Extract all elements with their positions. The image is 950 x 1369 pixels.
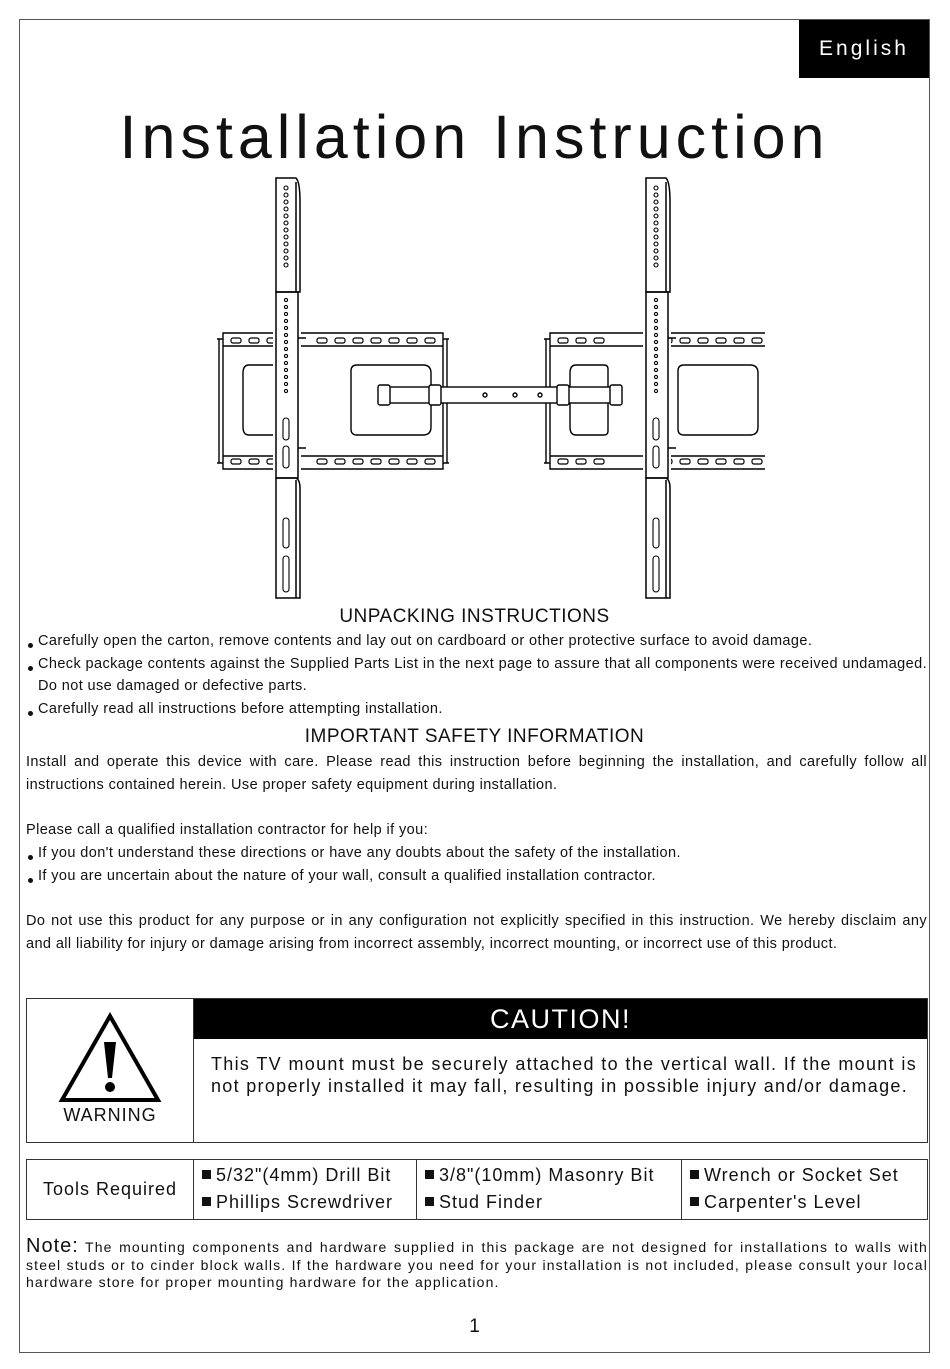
square-bullet-icon <box>425 1197 434 1206</box>
safety-heading: IMPORTANT SAFETY INFORMATION <box>304 726 645 747</box>
tool-item <box>425 1165 654 1186</box>
note-label: Note: <box>26 1235 79 1257</box>
unpacking-list <box>26 630 927 721</box>
tool-item <box>202 1192 393 1213</box>
tool-label: 3/8"(10mm) Masonry Bit <box>439 1165 655 1185</box>
warning-cell <box>27 999 194 1142</box>
square-bullet-icon <box>690 1197 699 1206</box>
tools-label: Tools Required <box>27 1160 194 1219</box>
tools-required-table <box>26 1159 928 1220</box>
safety-intro: Install and operate this device with care. Please read this instruction before beginning the installation, and carefully follow all instructions contained herein. Use proper safety equipment during installation. <box>26 754 927 793</box>
page-number: 1 <box>469 1316 480 1337</box>
tv-wall-mount-bracket-illustration <box>195 158 765 600</box>
tool-item <box>425 1192 543 1213</box>
square-bullet-icon <box>425 1170 434 1179</box>
tool-item <box>690 1192 862 1213</box>
safety-call-text: Please call a qualified installation contractor for help if you: <box>26 822 429 839</box>
safety-section <box>26 751 927 955</box>
tool-label: Phillips Screwdriver <box>216 1192 394 1212</box>
note-text: The mounting components and hardware supplied in this package are not designed for installations to walls with steel studs or to cinder block walls. If the hardware you need for your installation is not included, please consult your local hardware store for proper mounting hardware for the application. <box>26 1239 928 1290</box>
tools-column <box>682 1160 927 1219</box>
warning-label: WARNING <box>63 1105 157 1125</box>
list-item: Carefully open the carton, remove contents and lay out on cardboard or other protective surface to avoid damage. <box>26 630 927 653</box>
square-bullet-icon <box>202 1197 211 1206</box>
tools-column <box>194 1160 417 1219</box>
caution-box <box>26 998 928 1143</box>
list-item: Carefully read all instructions before attempting installation. <box>26 698 927 721</box>
tool-label: Stud Finder <box>439 1192 544 1212</box>
list-item: If you are uncertain about the nature of your wall, consult a qualified installation contractor. <box>26 865 927 888</box>
note-paragraph <box>26 1235 928 1292</box>
safety-disclaimer: Do not use this product for any purpose or in any configuration not explicitly specified in this instruction. We hereby disclaim any and all liability for injury or damage arising from incorrect assembly, incorrect mounting, or incorrect use of this product. <box>26 912 927 952</box>
warning-triangle-icon <box>58 1012 162 1104</box>
page-title: Installation Instruction <box>119 103 830 171</box>
document-page <box>19 19 930 1353</box>
tool-label: 5/32"(4mm) Drill Bit <box>216 1165 392 1185</box>
tool-label: Carpenter's Level <box>704 1192 862 1212</box>
tools-column <box>417 1160 682 1219</box>
square-bullet-icon <box>690 1170 699 1179</box>
language-tab: English <box>799 20 929 78</box>
list-item: If you don't understand these directions or have any doubts about the safety of the installation. <box>26 842 927 865</box>
tool-item <box>690 1165 899 1186</box>
unpacking-heading: UNPACKING INSTRUCTIONS <box>339 606 610 627</box>
caution-heading: CAUTION! <box>194 999 927 1039</box>
list-item: Check package contents against the Supplied Parts List in the next page to assure that all components were received undamaged. Do not use damaged or defective parts. <box>26 653 927 698</box>
caution-text: This TV mount must be securely attached to the vertical wall. If the mount is not properly installed it may fall, resulting in possible injury and/or damage. <box>211 1054 917 1096</box>
square-bullet-icon <box>202 1170 211 1179</box>
tool-item <box>202 1165 391 1186</box>
tool-label: Wrench or Socket Set <box>704 1165 899 1185</box>
